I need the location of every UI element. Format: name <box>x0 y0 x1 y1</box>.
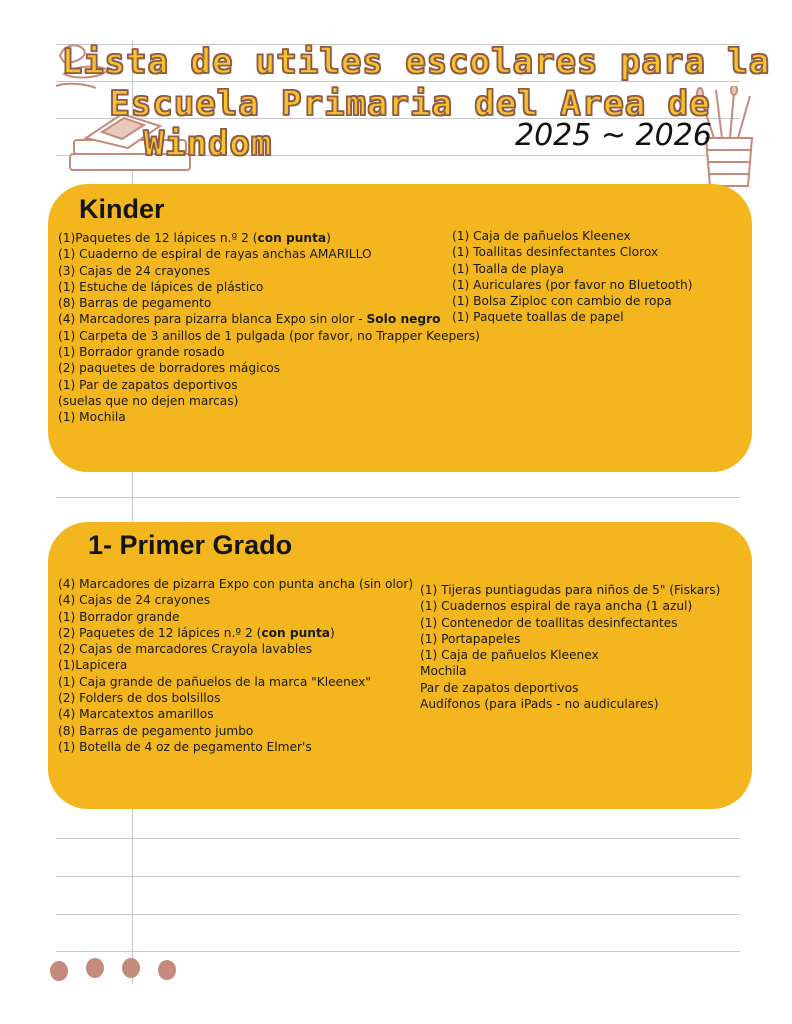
list-item: (8) Barras de pegamento <box>58 296 212 311</box>
kinder-panel <box>48 184 752 472</box>
list-item: Mochila <box>420 664 467 679</box>
kinder-title: Kinder <box>79 194 165 224</box>
school-year: 2025 ~ 2026 <box>515 118 712 153</box>
decorative-dot <box>158 960 176 980</box>
list-item: (2) Cajas de marcadores Crayola lavables <box>58 642 313 657</box>
list-item: (1) Caja grande de pañuelos de la marca "Kleenex" <box>58 674 371 689</box>
first-grade-panel <box>48 522 752 809</box>
notebook-margin-line <box>132 40 133 984</box>
list-item: (1) Auriculares (por favor no Bluetooth) <box>452 277 693 292</box>
list-item: (1) Caja de pañuelos Kleenex <box>420 648 599 663</box>
notebook-rule <box>56 951 740 952</box>
list-item: (1) Carpeta de 3 anillos de 1 pulgada (por favor, no Trapper Keepers) <box>58 328 480 343</box>
first-grade-title: 1- Primer Grado <box>88 530 293 560</box>
list-item: (1) Toalla de playa <box>452 261 564 276</box>
list-item: (1) Bolsa Ziploc con cambio de ropa <box>452 294 672 309</box>
list-item: (1) Mochila <box>58 410 126 425</box>
notebook-rule <box>56 914 740 915</box>
list-item: (1) Portapapeles <box>420 631 521 646</box>
kinder-left-list <box>58 230 480 426</box>
list-item: (1) Toallitas desinfectantes Clorox <box>452 245 659 260</box>
list-item: (3) Cajas de 24 crayones <box>58 263 211 278</box>
list-item: (1) Estuche de lápices de plástico <box>58 279 264 294</box>
list-item: (suelas que no dejen marcas) <box>58 393 239 408</box>
list-item: (4) Marcatextos amarillos <box>58 707 214 722</box>
kinder-right-list <box>452 228 692 326</box>
notebook-rule <box>56 497 740 498</box>
list-item: (1) Botella de 4 oz de pegamento Elmer's <box>58 739 312 754</box>
list-item: (2) paquetes de borradores mágicos <box>58 361 281 376</box>
list-item: (8) Barras de pegamento jumbo <box>58 723 254 738</box>
title-line-3: Windom <box>143 124 273 164</box>
list-item: (4) Marcadores de pizarra Expo con punta ancha (sin olor) <box>58 577 414 591</box>
title-line-2: Escuela Primaria del Area de <box>109 84 711 124</box>
list-item: (1)Paquetes de 12 lápices n.º 2 (con punta) <box>58 231 331 245</box>
first-grade-left-list <box>58 576 413 755</box>
list-item: (1) Tijeras puntiagudas para niños de 5" (Fiskars) <box>420 583 721 597</box>
notebook-rule <box>56 838 740 839</box>
list-item: (4) Marcadores para pizarra blanca Expo sin olor - Solo negro <box>58 312 441 327</box>
first-grade-right-list <box>420 582 720 712</box>
list-item: (1) Contenedor de toallitas desinfectantes <box>420 615 678 630</box>
list-item: Audífonos (para iPads - no audiculares) <box>420 697 659 712</box>
list-item: (2) Paquetes de 12 lápices n.º 2 (con punta) <box>58 625 335 640</box>
list-item: (1)Lapicera <box>58 658 128 673</box>
list-item: (2) Folders de dos bolsillos <box>58 691 221 706</box>
list-item: (1) Cuadernos espiral de raya ancha (1 azul) <box>420 599 693 614</box>
title-line-1: Lista de utiles escolares para la <box>61 42 771 82</box>
notebook-rule <box>56 876 740 877</box>
list-item: (1) Borrador grande rosado <box>58 345 225 360</box>
list-item: (1) Caja de pañuelos Kleenex <box>452 229 631 243</box>
list-item: (4) Cajas de 24 crayones <box>58 593 211 608</box>
list-item: (1) Paquete toallas de papel <box>452 310 624 325</box>
list-item: (1) Cuaderno de espiral de rayas anchas AMARILLO <box>58 247 372 262</box>
decorative-dot <box>86 958 104 978</box>
decorative-dot <box>122 958 140 978</box>
list-item: (1) Par de zapatos deportivos <box>58 377 238 392</box>
decorative-dot <box>50 961 68 981</box>
list-item: Par de zapatos deportivos <box>420 680 579 695</box>
list-item: (1) Borrador grande <box>58 609 180 624</box>
